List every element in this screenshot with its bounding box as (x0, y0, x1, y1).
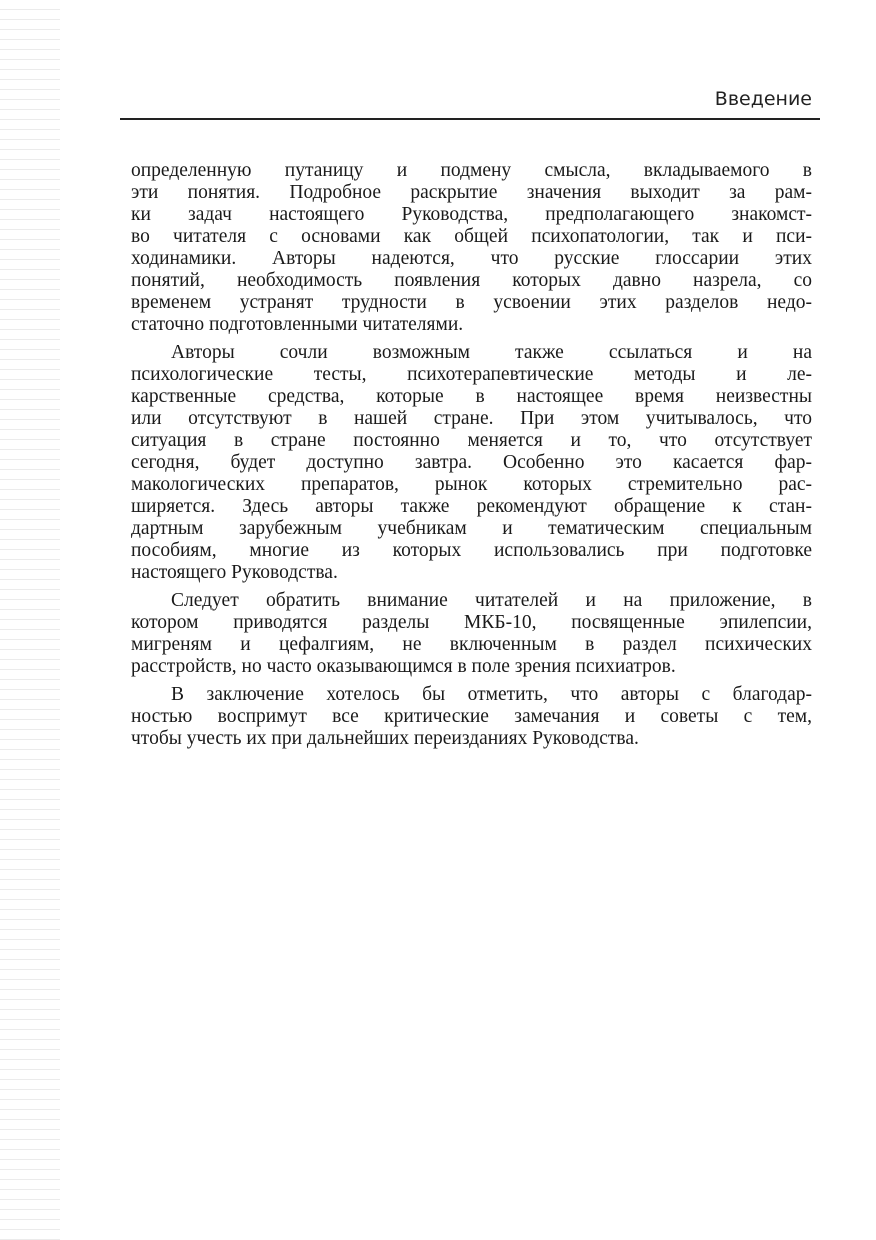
text-line: ностью воспримут все критические замечания и советы с тем, (131, 706, 812, 727)
text-line: во читателя с основами как общей психопатологии, так и пси- (131, 226, 812, 247)
text-line: эти понятия. Подробное раскрытие значения выходит за рам- (131, 182, 812, 203)
page-body (131, 160, 812, 756)
text-line: макологических препаратов, рынок которых стремительно рас- (131, 474, 812, 495)
text-line: ки задач настоящего Руководства, предполагающего знакомст- (131, 204, 812, 225)
text-line: котором приводятся разделы МКБ-10, посвященные эпилепсии, (131, 612, 812, 633)
text-line: мигреням и цефалгиям, не включенным в раздел психических (131, 634, 812, 655)
scan-edge-noise (0, 0, 60, 1240)
text-line: расстройств, но часто оказывающимся в поле зрения психиатров. (131, 656, 676, 677)
running-header (120, 86, 820, 120)
text-line: статочно подготовленными читателями. (131, 314, 464, 335)
text-line: или отсутствуют в нашей стране. При этом учитывалось, что (131, 408, 812, 429)
paragraph (131, 342, 812, 584)
text-line: определенную путаницу и подмену смысла, вкладываемого в (131, 160, 812, 181)
text-line: дартным зарубежным учебникам и тематическим специальным (131, 518, 812, 539)
paragraph (131, 590, 812, 678)
text-line: пособиям, многие из которых использовались при подготовке (131, 540, 812, 561)
text-line: В заключение хотелось бы отметить, что авторы с благодар- (171, 684, 812, 705)
text-line: временем устранят трудности в усвоении этих разделов недо- (131, 292, 812, 313)
text-line: сегодня, будет доступно завтра. Особенно это касается фар- (131, 452, 812, 473)
text-line: ситуация в стране постоянно меняется и то, что отсутствует (131, 430, 812, 451)
section-title: Введение (714, 88, 812, 110)
text-line: ширяется. Здесь авторы также рекомендуют обращение к стан- (131, 496, 812, 517)
text-line: чтобы учесть их при дальнейших переизданиях Руководства. (131, 728, 639, 749)
text-line: Следует обратить внимание читателей и на приложение, в (171, 590, 812, 611)
text-line: Авторы сочли возможным также ссылаться и на (171, 342, 812, 363)
paragraph (131, 684, 812, 750)
text-line: ходинамики. Авторы надеются, что русские глоссарии этих (131, 248, 812, 269)
text-line: понятий, необходимость появления которых давно назрела, со (131, 270, 812, 291)
text-line: карственные средства, которые в настоящее время неизвестны (131, 386, 812, 407)
text-line: настоящего Руководства. (131, 562, 338, 583)
text-line: психологические тесты, психотерапевтические методы и ле- (131, 364, 812, 385)
paragraph (131, 160, 812, 336)
